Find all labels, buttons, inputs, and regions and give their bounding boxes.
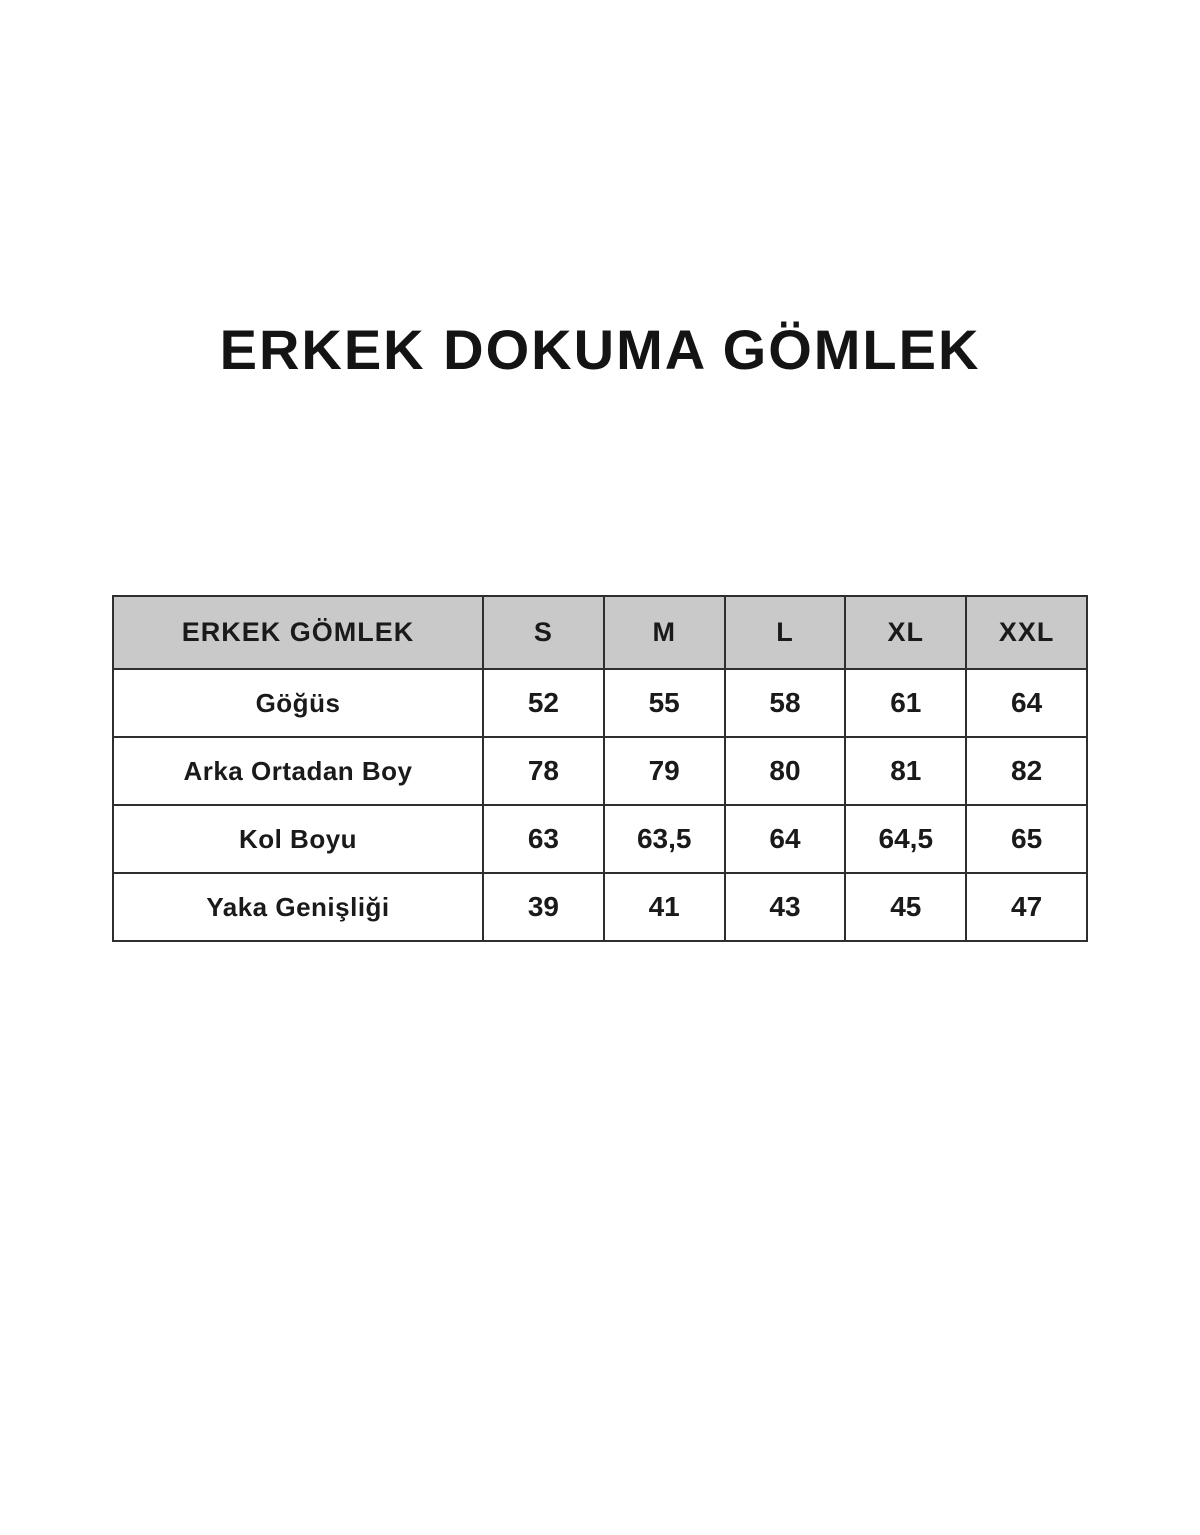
header-cell-size-xxl: XXL [966, 596, 1087, 669]
row-label-collar-width: Yaka Genişliği [113, 873, 483, 941]
value-cell: 64 [966, 669, 1087, 737]
row-label-back-length: Arka Ortadan Boy [113, 737, 483, 805]
value-cell: 39 [483, 873, 604, 941]
header-cell-size-s: S [483, 596, 604, 669]
value-cell: 79 [604, 737, 725, 805]
value-cell: 81 [845, 737, 966, 805]
table-row-collar-width [113, 873, 1087, 941]
value-cell: 61 [845, 669, 966, 737]
value-cell: 63 [483, 805, 604, 873]
value-cell: 78 [483, 737, 604, 805]
row-label-chest: Göğüs [113, 669, 483, 737]
value-cell: 58 [725, 669, 846, 737]
value-cell: 64 [725, 805, 846, 873]
value-cell: 64,5 [845, 805, 966, 873]
value-cell: 47 [966, 873, 1087, 941]
value-cell: 65 [966, 805, 1087, 873]
table-row-chest [113, 669, 1087, 737]
size-chart-table [112, 595, 1088, 942]
value-cell: 43 [725, 873, 846, 941]
table-row-back-length [113, 737, 1087, 805]
value-cell: 63,5 [604, 805, 725, 873]
header-cell-size-xl: XL [845, 596, 966, 669]
header-cell-size-l: L [725, 596, 846, 669]
value-cell: 45 [845, 873, 966, 941]
row-label-sleeve-length: Kol Boyu [113, 805, 483, 873]
header-row [113, 596, 1087, 669]
value-cell: 52 [483, 669, 604, 737]
size-table [112, 595, 1088, 942]
header-cell-product: ERKEK GÖMLEK [113, 596, 483, 669]
table-row-sleeve-length [113, 805, 1087, 873]
value-cell: 55 [604, 669, 725, 737]
header-cell-size-m: M [604, 596, 725, 669]
value-cell: 41 [604, 873, 725, 941]
value-cell: 82 [966, 737, 1087, 805]
value-cell: 80 [725, 737, 846, 805]
page-title: ERKEK DOKUMA GÖMLEK [219, 318, 981, 381]
